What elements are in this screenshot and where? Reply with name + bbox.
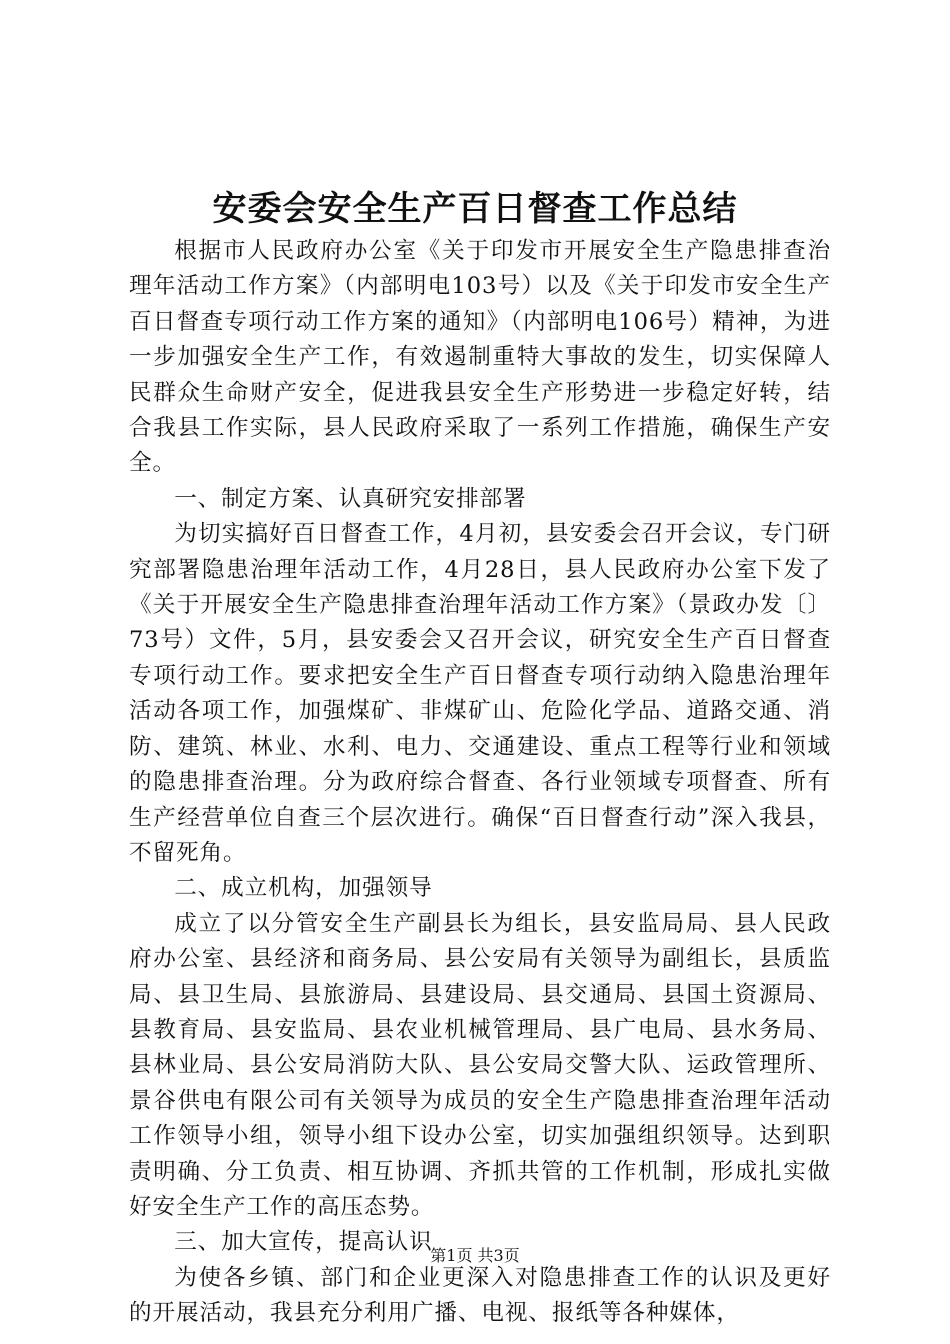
document-body	[129, 234, 831, 1332]
page-number: 第1页	[430, 1246, 473, 1265]
paragraph-section-3: 为使各乡镇、部门和企业更深入对隐患排查工作的认识及更好的开展活动，我县充分利用广播、电视、报纸等各种媒体，	[129, 1264, 831, 1327]
section-heading-2: 二、成立机构，加强领导	[174, 875, 433, 902]
section-heading-3: 三、加大宣传，提高认识	[174, 1229, 433, 1256]
page-total: 共3页	[477, 1246, 520, 1265]
section-heading-1: 一、制定方案、认真研究安排部署	[174, 485, 527, 512]
paragraph-intro: 根据市人民政府办公室《关于印发市开展安全生产隐患排查治理年活动工作方案》（内部明电103号）以及《关于印发市安全生产百日督查专项行动工作方案的通知》（内部明电106号）精神，为进一步加强安全生产工作，有效遏制重特大事故的发生，切实保障人民群众生命财产安全，促进我县安全生产形势进一步稳定好转，结合我县工作实际，县人民政府采取了一系列工作措施，确保生产安全。	[129, 238, 831, 477]
paragraph-section-1: 为切实搞好百日督查工作，4月初，县安委会召开会议，专门研究部署隐患治理年活动工作，4月28日，县人民政府办公室下发了《关于开展安全生产隐患排查治理年活动工作方案》（景政办发〔〕73号）文件，5月，县安委会又召开会议，研究安全生产百日督查专项行动工作。要求把安全生产百日督查专项行动纳入隐患治理年活动各项工作，加强煤矿、非煤矿山、危险化学品、道路交通、消防、建筑、林业、水利、电力、交通建设、重点工程等行业和领域的隐患排查治理。分为政府综合督查、各行业领域专项督查、所有生产经营单位自查三个层次进行。确保“百日督查行动”深入我县，不留死角。	[129, 521, 831, 866]
page-footer	[0, 1244, 950, 1268]
paragraph-section-2: 成立了以分管安全生产副县长为组长，县安监局局、县人民政府办公室、县经济和商务局、县公安局有关领导为副组长，县质监局、县卫生局、县旅游局、县建设局、县交通局、县国土资源局、县教育局、县安监局、县农业机械管理局、县广电局、县水务局、县林业局、县公安局消防大队、县公安局交警大队、运政管理所、景谷供电有限公司有关领导为成员的安全生产隐患排查治理年活动工作领导小组，领导小组下设办公室，切实加强组织领导。达到职责明确、分工负责、相互协调、齐抓共管的工作机制，形成扎实做好安全生产工作的高压态势。	[129, 910, 831, 1220]
document-title: 安委会安全生产百日督查工作总结	[212, 189, 738, 229]
